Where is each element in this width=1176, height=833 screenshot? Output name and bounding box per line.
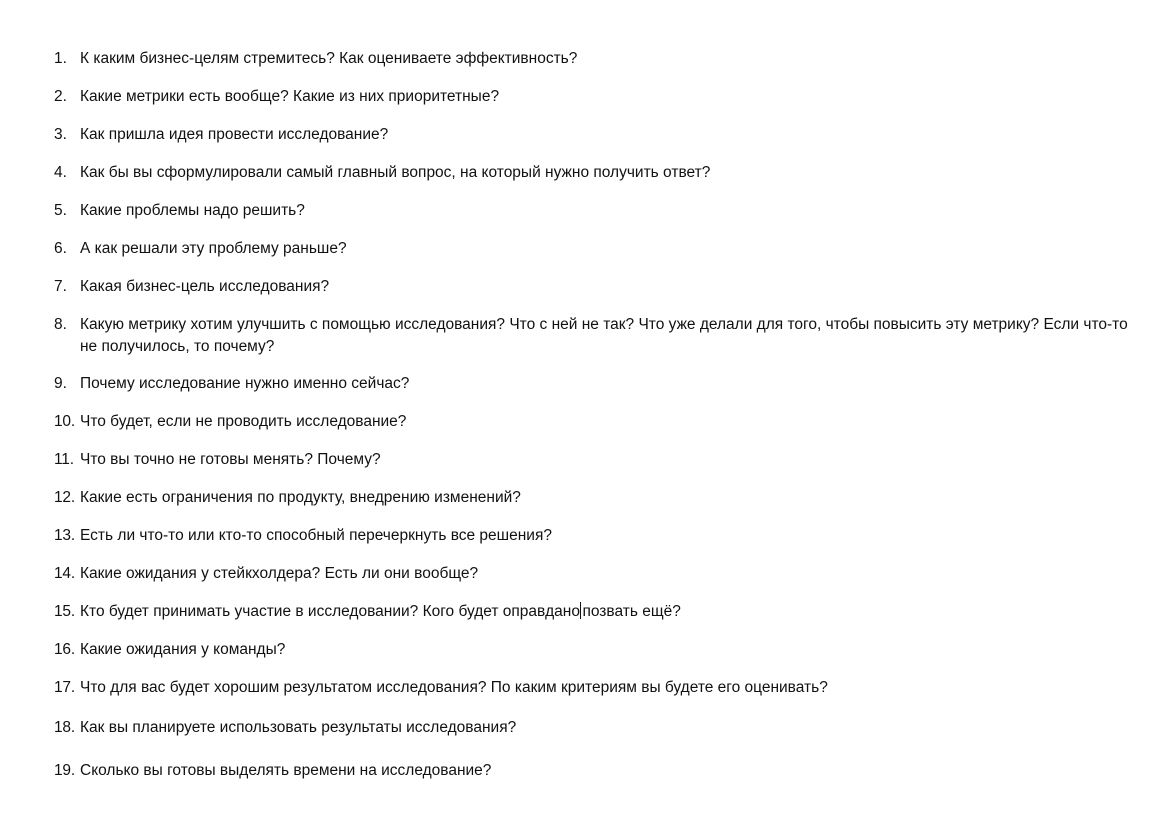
item-number: 6.: [54, 240, 67, 257]
item-number: 18.: [54, 719, 75, 736]
item-number: 7.: [54, 278, 67, 295]
item-text-after-cursor: позвать ещё?: [582, 603, 681, 620]
item-number: 2.: [54, 88, 67, 105]
item-number: 15.: [54, 603, 75, 620]
item-number: 10.: [54, 413, 75, 430]
item-text[interactable]: Как бы вы сформулировали самый главный вопрос, на который нужно получить ответ?: [80, 164, 711, 181]
item-text[interactable]: Есть ли что-то или кто-то способный перечеркнуть все решения?: [80, 527, 552, 544]
item-number: 14.: [54, 565, 75, 582]
item-number: 17.: [54, 679, 75, 696]
item-number: 1.: [54, 50, 67, 67]
item-text[interactable]: Какие метрики есть вообще? Какие из них приоритетные?: [80, 88, 500, 105]
item-text-before-cursor: Кто будет принимать участие в исследовании? Кого будет оправдано: [80, 603, 580, 620]
item-number: 19.: [54, 762, 75, 779]
item-text[interactable]: Сколько вы готовы выделять времени на исследование?: [80, 762, 492, 779]
item-number: 9.: [54, 375, 67, 392]
item-number: 12.: [54, 489, 75, 506]
item-text[interactable]: Какие ожидания у команды?: [80, 641, 286, 658]
item-number: 16.: [54, 641, 75, 658]
item-text[interactable]: Какая бизнес-цель исследования?: [80, 278, 330, 295]
item-number: 4.: [54, 164, 67, 181]
item-text[interactable]: Как вы планируете использовать результаты исследования?: [80, 719, 517, 736]
item-text[interactable]: К каким бизнес-целям стремитесь? Как оцениваете эффективность?: [80, 50, 578, 67]
item-number: 11.: [54, 451, 74, 468]
item-number: 3.: [54, 126, 67, 143]
item-text[interactable]: Что для вас будет хорошим результатом исследования? По каким критериям вы будете его оценивать?: [80, 679, 828, 696]
item-number: 13.: [54, 527, 75, 544]
item-text[interactable]: Почему исследование нужно именно сейчас?: [80, 375, 410, 392]
item-text[interactable]: Как пришла идея провести исследование?: [80, 126, 389, 143]
item-text[interactable]: Что вы точно не готовы менять? Почему?: [80, 451, 381, 468]
item-number: 8.: [54, 316, 67, 333]
item-text[interactable]: Что будет, если не проводить исследование?: [80, 413, 407, 430]
item-text[interactable]: Какую метрику хотим улучшить с помощью исследования? Что с ней не так? Что уже делали для того, чтобы повысить эту метрику? Если что-то не получилось, то почему?: [80, 316, 1128, 355]
item-text[interactable]: Какие есть ограничения по продукту, внедрению изменений?: [80, 489, 521, 506]
item-text[interactable]: А как решали эту проблему раньше?: [80, 240, 347, 257]
item-text[interactable]: Какие ожидания у стейкхолдера? Есть ли они вообще?: [80, 565, 479, 582]
item-text[interactable]: [80, 601, 681, 623]
item-text[interactable]: Какие проблемы надо решить?: [80, 202, 305, 219]
item-number: 5.: [54, 202, 67, 219]
